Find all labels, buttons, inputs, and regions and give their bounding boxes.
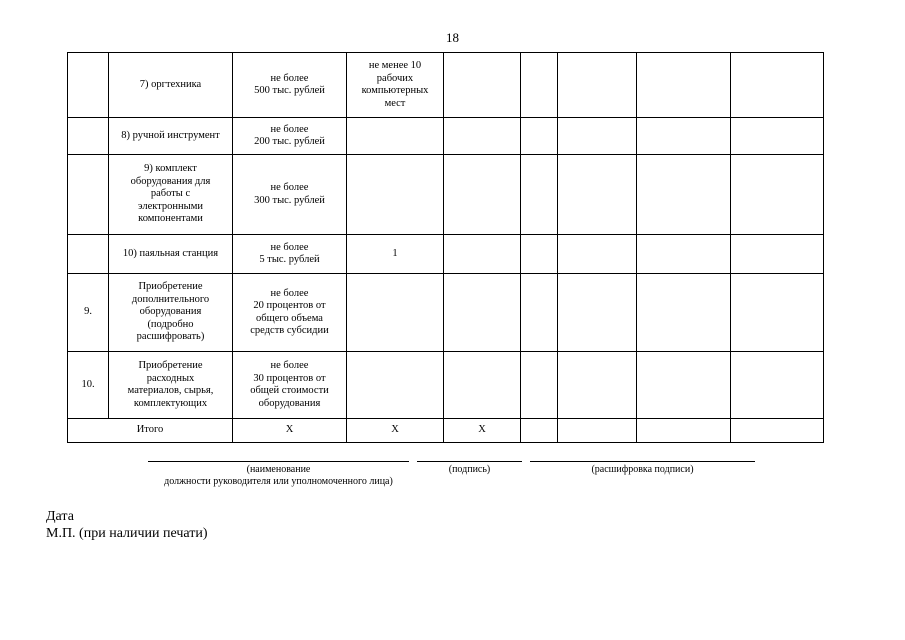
col8-cell	[637, 118, 731, 155]
total-col5-cell: Х	[444, 419, 521, 443]
total-col7-cell	[558, 419, 637, 443]
expense-name-cell: Приобретение расходных материалов, сырья, комплектующих	[109, 352, 233, 419]
total-col6-cell	[521, 419, 558, 443]
col6-cell	[521, 235, 558, 274]
expense-name-cell: 9) комплект оборудования для работы с электронными компонентами	[109, 155, 233, 235]
position-caption: (наименование должности руководителя или уполномоченного лица)	[164, 464, 393, 487]
quantity-cell	[347, 352, 444, 419]
expense-name-cell: 10) паяльная станция	[109, 235, 233, 274]
col5-cell	[444, 53, 521, 118]
table-row	[68, 155, 824, 235]
sign-caption: (подпись)	[448, 464, 491, 475]
row-number-cell	[68, 155, 109, 235]
col9-cell	[731, 274, 824, 352]
subsidy-cost-table	[67, 52, 824, 443]
col5-cell	[444, 352, 521, 419]
col9-cell	[731, 118, 824, 155]
page-number: 18	[446, 30, 459, 45]
cost-limit-cell: не более 5 тыс. рублей	[233, 235, 347, 274]
table-row	[68, 235, 824, 274]
col7-cell	[558, 274, 637, 352]
col6-cell	[521, 274, 558, 352]
col7-cell	[558, 352, 637, 419]
decode-caption: (расшифровка подписи)	[591, 464, 694, 475]
col9-cell	[731, 235, 824, 274]
col8-cell	[637, 53, 731, 118]
expense-name-cell: Приобретение дополнительного оборудования (подробно расшифровать)	[109, 274, 233, 352]
col8-cell	[637, 274, 731, 352]
col7-cell	[558, 118, 637, 155]
quantity-cell: 1	[347, 235, 444, 274]
stamp-label: М.П. (при наличии печати)	[46, 526, 208, 541]
quantity-cell: не менее 10 рабочих компьютерных мест	[347, 53, 444, 118]
total-row	[68, 419, 824, 443]
date-label: Дата	[46, 509, 74, 524]
row-number-cell	[68, 235, 109, 274]
expense-name-cell: 7) оргтехника	[109, 53, 233, 118]
col7-cell	[558, 235, 637, 274]
col8-cell	[637, 155, 731, 235]
cost-limit-cell: не более 30 процентов от общей стоимости оборудования	[233, 352, 347, 419]
col9-cell	[731, 155, 824, 235]
col7-cell	[558, 53, 637, 118]
total-col8-cell	[637, 419, 731, 443]
sign-signature-line	[417, 461, 522, 462]
table-row	[68, 53, 824, 118]
table-row	[68, 274, 824, 352]
col6-cell	[521, 53, 558, 118]
col9-cell	[731, 53, 824, 118]
cost-limit-cell: не более 20 процентов от общего объема средств субсидии	[233, 274, 347, 352]
col9-cell	[731, 352, 824, 419]
col7-cell	[558, 155, 637, 235]
row-number-cell: 9.	[68, 274, 109, 352]
expense-name-cell: 8) ручной инструмент	[109, 118, 233, 155]
col6-cell	[521, 155, 558, 235]
cost-limit-cell: не более 500 тыс. рублей	[233, 53, 347, 118]
position-signature-line	[148, 461, 409, 462]
total-col9-cell	[731, 419, 824, 443]
col8-cell	[637, 235, 731, 274]
col5-cell	[444, 155, 521, 235]
col5-cell	[444, 235, 521, 274]
quantity-cell	[347, 274, 444, 352]
table-row	[68, 352, 824, 419]
cost-limit-cell: не более 300 тыс. рублей	[233, 155, 347, 235]
cost-limit-cell: не более 200 тыс. рублей	[233, 118, 347, 155]
col6-cell	[521, 118, 558, 155]
table-row	[68, 118, 824, 155]
row-number-cell: 10.	[68, 352, 109, 419]
row-number-cell	[68, 118, 109, 155]
decode-signature-line	[530, 461, 755, 462]
total-label: Итого	[68, 419, 233, 443]
col6-cell	[521, 352, 558, 419]
total-qty-cell: Х	[347, 419, 444, 443]
row-number-cell	[68, 53, 109, 118]
quantity-cell	[347, 118, 444, 155]
col8-cell	[637, 352, 731, 419]
col5-cell	[444, 118, 521, 155]
quantity-cell	[347, 155, 444, 235]
col5-cell	[444, 274, 521, 352]
total-limit-cell: Х	[233, 419, 347, 443]
